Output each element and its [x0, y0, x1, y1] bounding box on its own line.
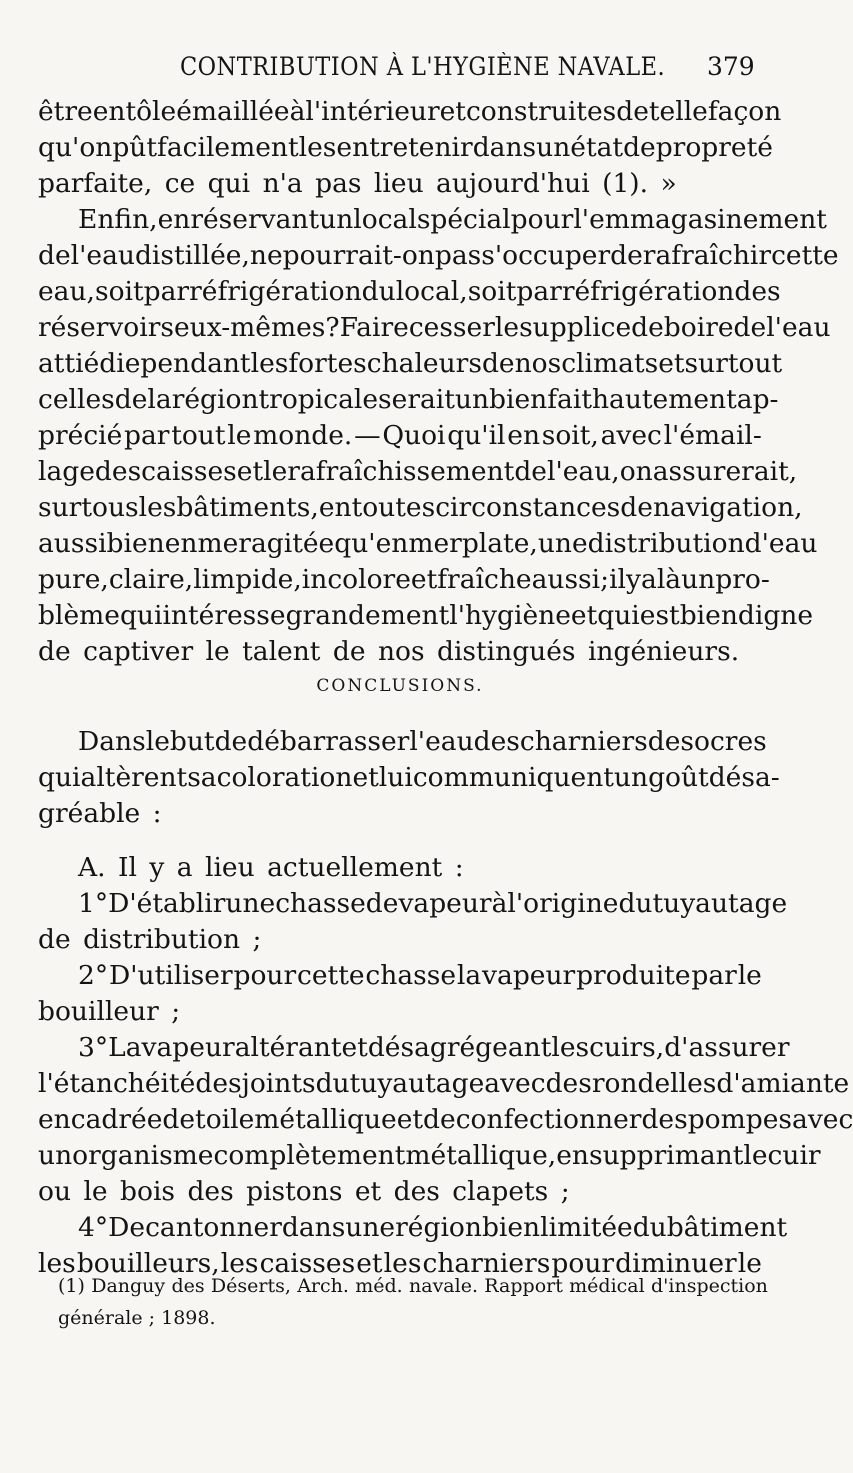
- item-2: [38, 958, 762, 1030]
- text-line: être en tôle émaillée à l'intérieur et construites de telle façon: [38, 96, 782, 127]
- text-line: de l'eau distillée, ne pourrait-on pas s'occuper de rafraîchir cette: [38, 240, 839, 271]
- text-line: encadrée de toile métallique et de confectionner des pompes avec: [38, 1104, 853, 1135]
- text-line: gréable :: [38, 798, 162, 829]
- text-line: précié par tout le monde. — Quoi qu'il en soit, avec l'émail-: [38, 420, 762, 451]
- running-header: [0, 48, 800, 88]
- paragraph-continuation: [38, 94, 782, 202]
- text-line: réservoirs eux-mêmes? Faire cesser le supplice de boire de l'eau: [38, 312, 831, 343]
- text-line: de captiver le talent de nos distingués ingénieurs.: [38, 636, 740, 667]
- text-line: blème qui intéresse grandement l'hygiène et qui est bien digne: [38, 600, 814, 631]
- text-line: eau, soit par réfrigération du local, soit par réfrigération des: [38, 276, 781, 307]
- section-heading: CONCLUSIONS.: [316, 676, 484, 696]
- text-line: 3° La vapeur altérant et désagrégeant les cuirs, d'assurer: [78, 1032, 790, 1063]
- footnote-line: générale ; 1898.: [58, 1307, 216, 1329]
- text-line: un organisme complètement métallique, en supprimant le cuir: [38, 1140, 821, 1171]
- running-title: CONTRIBUTION À L'HYGIÈNE NAVALE.: [180, 52, 666, 81]
- footnote-line: (1) Danguy des Déserts, Arch. méd. navale. Rapport médical d'inspection: [58, 1275, 768, 1297]
- text-line: attiédie pendant les fortes chaleurs de nos climats et surtout: [38, 348, 783, 379]
- conclusions-text: [38, 724, 853, 1282]
- text-line: de distribution ;: [38, 924, 262, 955]
- item-3: [38, 1030, 853, 1210]
- text-line: ou le bois des pistons et des clapets ;: [38, 1176, 570, 1207]
- text-line: parfaite, ce qui n'a pas lieu aujourd'hui (1). »: [38, 168, 677, 199]
- item-1: [38, 886, 788, 958]
- page-number: 379: [707, 52, 755, 81]
- text-line: aussi bien en mer agitée qu'en mer plate, une distribution d'eau: [38, 528, 818, 559]
- text-line: Dans le but de débarrasser l'eau des charniers des ocres: [78, 726, 767, 757]
- text-line: les bouilleurs, les caisses et les charniers pour diminuer le: [38, 1248, 762, 1279]
- text-line: pure, claire, limpide, incolore et fraîche aussi; il y a là un pro-: [38, 564, 770, 595]
- text-line: qu'on pût facilement les entretenir dans un état de propreté: [38, 132, 773, 163]
- footnote: [58, 1270, 768, 1334]
- text-line: 4° De cantonner dans une région bien limitée du bâtiment: [78, 1212, 788, 1243]
- text-line: 2° D'utiliser pour cette chasse la vapeur produite par le: [78, 960, 762, 991]
- paragraph-intro: [38, 724, 780, 832]
- text-line: bouilleur ;: [38, 996, 181, 1027]
- text-line: celles de la région tropicale serait un bienfait hautement ap-: [38, 384, 779, 415]
- text-line: 1° D'établir une chasse de vapeur à l'origine du tuyautage: [78, 888, 788, 919]
- text-line: qui altèrent sa coloration et lui communiquent un goût désa-: [38, 762, 780, 793]
- paragraph-refrigeration: [38, 202, 839, 670]
- item-a: A. Il y a lieu actuellement :: [78, 852, 464, 883]
- body-text: [38, 94, 839, 670]
- text-line: lage des caisses et le rafraîchissement de l'eau, on assurerait,: [38, 456, 798, 487]
- text-line: sur tous les bâtiments, en toutes circonstances de navigation,: [38, 492, 803, 523]
- text-line: Enfin, en réservant un local spécial pour l'emmagasinement: [78, 204, 827, 235]
- text-line: l'étanchéité des joints du tuyautage avec des rondelles d'amiante: [38, 1068, 850, 1099]
